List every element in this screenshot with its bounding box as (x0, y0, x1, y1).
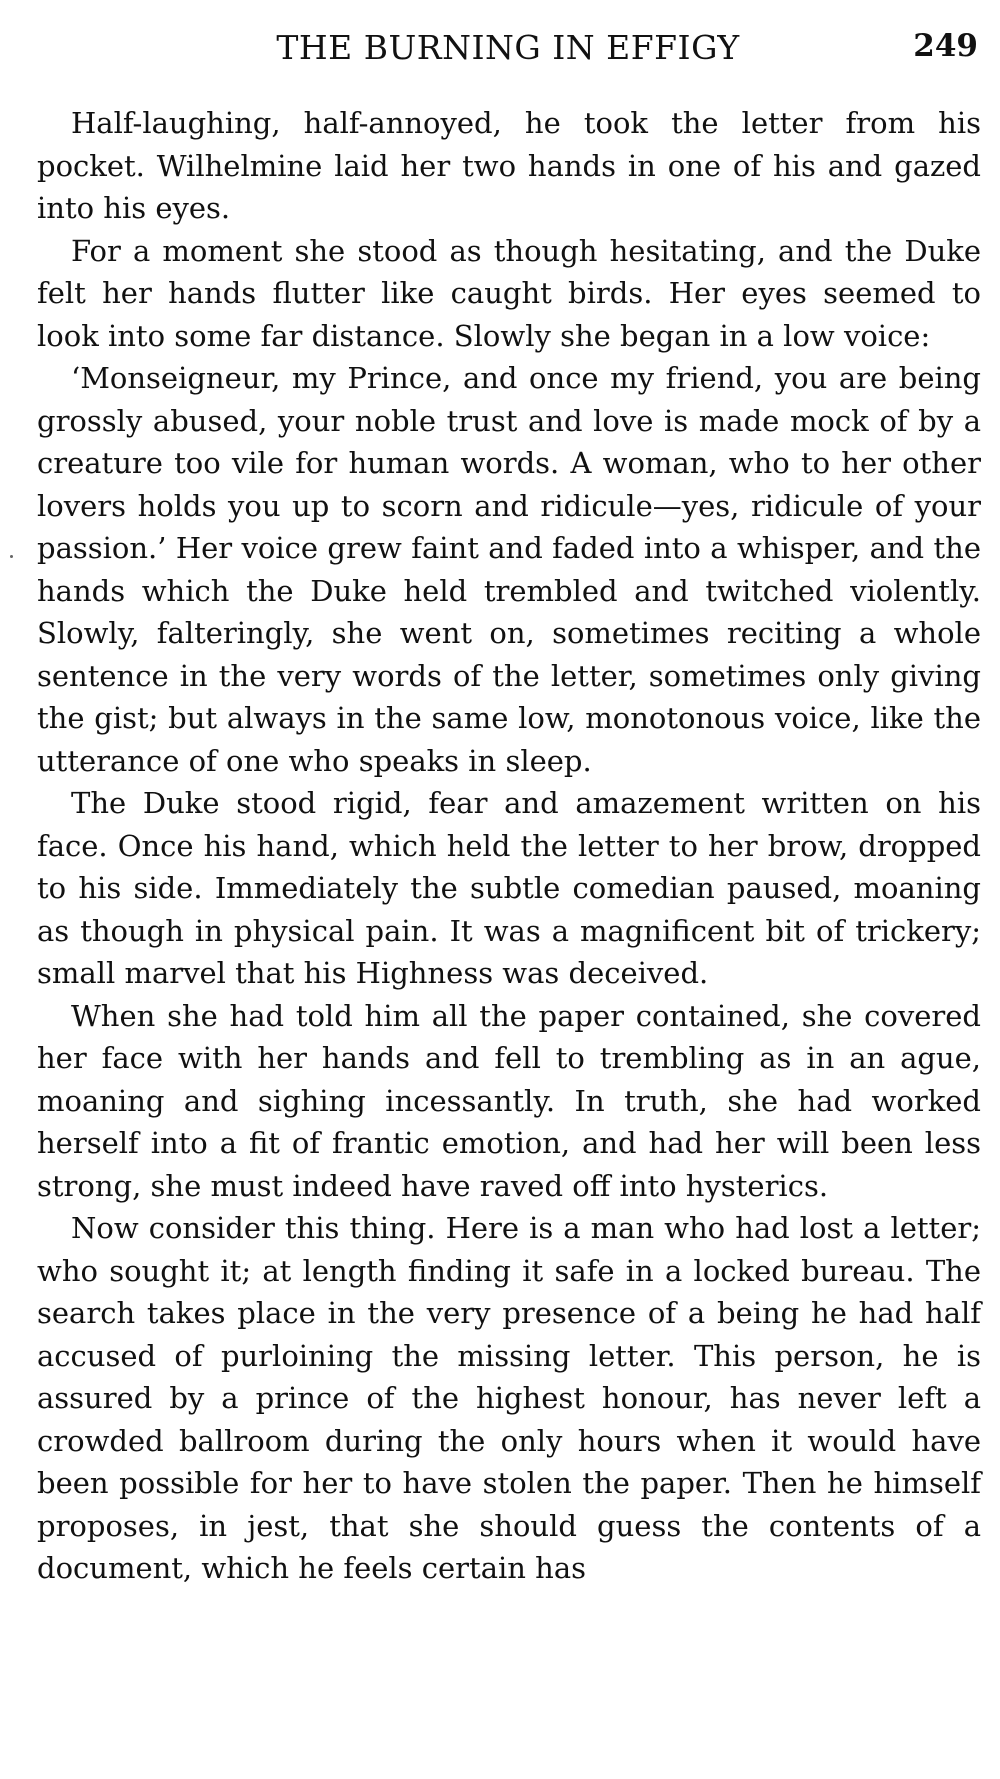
paragraph: For a moment she stood as though hesitating, and the Duke felt her hands flutter like caught birds. Her eyes seemed to look into some far distance. Slowly she began in a low voice: (37, 233, 981, 353)
running-header (38, 28, 978, 72)
page-number: 249 (913, 28, 978, 64)
paragraph: ‘Monseigneur, my Prince, and once my friend, you are being grossly abused, your noble trust and love is made mock of by a creature too vile for human words. A woman, who to her other lovers holds you up to scorn and ridicule—yes, ridicule of your passion.’ Her voice grew faint and faded into a whisper, and the hands which the Duke held trembled and twitched violently. Slowly, falteringly, she went on, sometimes reciting a whole sentence in the very words of the letter, sometimes only giving the gist; but always in the same low, monotonous voice, like the utterance of one who speaks in sleep. (37, 361, 981, 778)
scan-speck (10, 555, 13, 558)
paragraph: When she had told him all the paper contained, she covered her face with her hands and fell to trembling as in an ague, moaning and sighing incessantly. In truth, she had worked herself into a fit of frantic emotion, and had her will been less strong, she must indeed have raved off into hysterics. (37, 998, 981, 1203)
body-text (37, 102, 981, 1590)
paragraph: The Duke stood rigid, fear and amazement written on his face. Once his hand, which held the letter to her brow, dropped to his side. Immediately the subtle comedian paused, moaning as though in physical pain. It was a magnificent bit of trickery; small marvel that his Highness was deceived. (37, 786, 981, 990)
paragraph: Half-laughing, half-annoyed, he took the letter from his pocket. Wilhelmine laid her two hands in one of his and gazed into his eyes. (37, 106, 981, 225)
chapter-title: THE BURNING IN EFFIGY (276, 28, 740, 67)
paragraph: Now consider this thing. Here is a man who had lost a letter; who sought it; at length finding it safe in a locked bureau. The search takes place in the very presence of a being he had half accused of purloining the missing letter. This person, he is assured by a prince of the highest honour, has never left a crowded ballroom during the only hours when it would have been possible for her to have stolen the paper. Then he himself proposes, in jest, that she should guess the contents of a document, which he feels certain has (37, 1211, 981, 1585)
